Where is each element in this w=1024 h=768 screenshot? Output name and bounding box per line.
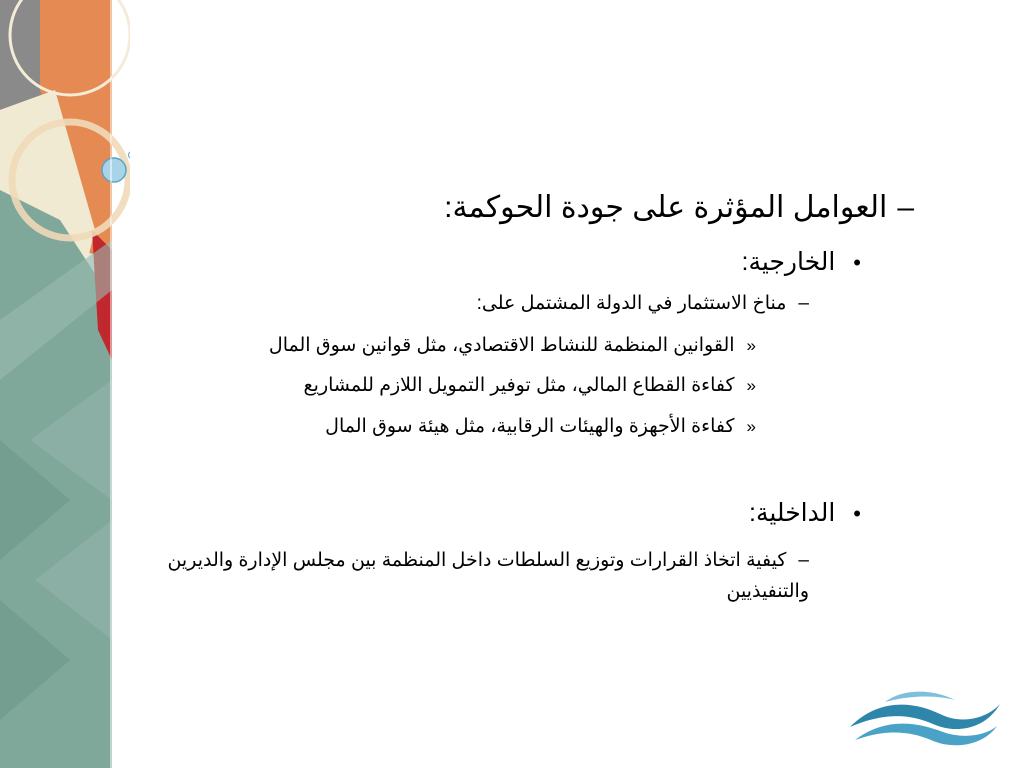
list-item	[269, 334, 756, 357]
external-sub-point	[477, 292, 809, 315]
list-item	[304, 374, 756, 397]
wave-logo-icon	[845, 682, 1005, 752]
list-item-text: القوانين المنظمة للنشاط الاقتصادي، مثل قوانين سوق المال	[268, 335, 735, 356]
slide-title-text: العوامل المؤثرة على جودة الحوكمة:	[444, 191, 888, 224]
internal-sub-text: كيفية اتخاذ القرارات وتوزيع السلطات داخل المنظمة بين مجلس الإدارة والديرين والتنفيذيين	[167, 550, 809, 602]
bullet-dot-icon: •	[853, 501, 861, 526]
internal-heading	[749, 498, 861, 528]
external-heading-text: الخارجية:	[741, 248, 836, 276]
guillemet-marker: «	[746, 417, 756, 436]
external-heading	[742, 247, 861, 277]
external-sub-text: مناخ الاستثمار في الدولة المشتمل على:	[476, 293, 787, 314]
person-illustration-icon	[0, 0, 130, 768]
list-item	[325, 415, 756, 438]
guillemet-marker: «	[746, 376, 756, 395]
guillemet-marker: «	[746, 336, 756, 355]
dash-marker: –	[798, 550, 809, 571]
slide-title	[444, 190, 914, 225]
bullet-dot-icon: •	[853, 250, 861, 275]
internal-heading-text: الداخلية:	[749, 499, 836, 527]
list-item-text: كفاءة القطاع المالي، مثل توفير التمويل اللازم للمشاريع	[303, 375, 735, 396]
dash-marker: –	[897, 191, 914, 224]
list-item-text: كفاءة الأجهزة والهيئات الرقابية، مثل هيئة سوق المال	[325, 416, 735, 437]
internal-sub-point	[119, 545, 809, 607]
dash-marker: –	[798, 293, 809, 314]
